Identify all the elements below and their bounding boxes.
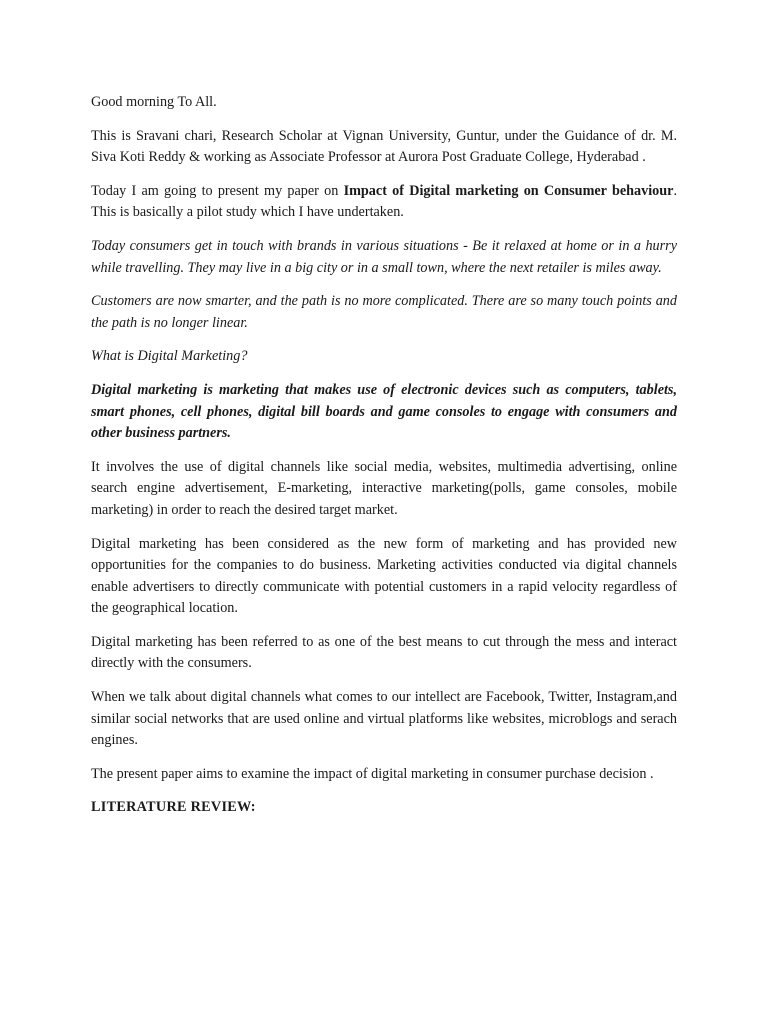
channels-paragraph: When we talk about digital channels what comes to our intellect are Facebook, Twitter, Instagram,and similar social networks that are used online and virtual platforms like websites, microblogs and serach engines. bbox=[91, 689, 677, 749]
greeting-paragraph: Good morning To All. bbox=[91, 94, 217, 110]
consumers-touch-paragraph: Today consumers get in touch with brands in various situations - Be it relaxed at home or in a hurry while travelling. They may live in a big city or in a small town, where the next retailer is miles away. bbox=[91, 237, 677, 276]
involves-paragraph: It involves the use of digital channels like social media, websites, multimedia advertising, online search engine advertisement, E-marketing, interactive marketing(polls, game consoles, mobile marketing) in order to reach the desired target market. bbox=[91, 458, 677, 518]
present-suffix: . This is basically a pilot study which I have undertaken. bbox=[91, 182, 677, 221]
intro-paragraph: This is Sravani chari, Research Scholar at Vignan University, Guntur, under the Guidance of dr. M. Siva Koti Reddy & working as Associate Professor at Aurora Post Graduate College, Hyderabad . bbox=[91, 127, 677, 166]
literature-review-heading: LITERATURE REVIEW: bbox=[91, 799, 256, 816]
customers-smarter-paragraph: Customers are now smarter, and the path is no more complicated. There are so many touch points and the path is no longer linear. bbox=[91, 293, 677, 331]
what-is-question: What is Digital Marketing? bbox=[91, 348, 248, 365]
best-means-paragraph: Digital marketing has been referred to as one of the best means to cut through the mess and interact directly with the consumers. bbox=[91, 633, 677, 672]
document-page bbox=[91, 92, 677, 819]
new-form-paragraph: Digital marketing has been considered as the new form of marketing and has provided new opportunities for the companies to do business. Marketing activities conducted via digital channels enable advertisers to directly communicate with potential customers in a rapid velocity regardless of the geographical location. bbox=[91, 535, 677, 617]
present-prefix: Today I am going to present my paper on bbox=[91, 182, 344, 199]
present-paragraph bbox=[91, 181, 677, 224]
aims-paragraph: The present paper aims to examine the impact of digital marketing in consumer purchase decision . bbox=[91, 765, 654, 782]
definition-paragraph: Digital marketing is marketing that makes use of electronic devices such as computers, tablets, smart phones, cell phones, digital bill boards and game consoles to engage with consumers and other business partners. bbox=[91, 381, 677, 442]
paper-title: Impact of Digital marketing on Consumer behaviour bbox=[343, 182, 674, 199]
